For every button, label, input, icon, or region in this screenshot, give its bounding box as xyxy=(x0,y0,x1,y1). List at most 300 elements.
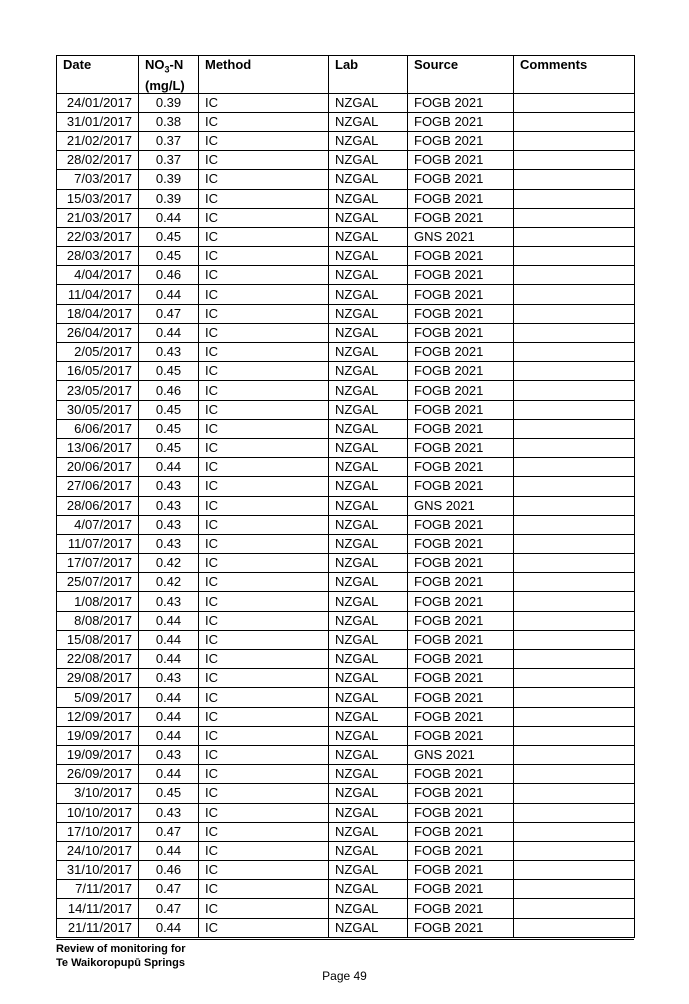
cell-date: 29/08/2017 xyxy=(57,669,139,688)
footer-divider xyxy=(56,939,634,940)
cell-method: IC xyxy=(199,208,329,227)
cell-source: FOGB 2021 xyxy=(408,822,514,841)
cell-date: 22/03/2017 xyxy=(57,227,139,246)
table-row xyxy=(57,707,635,726)
cell-date: 28/03/2017 xyxy=(57,247,139,266)
cell-no3-n: 0.43 xyxy=(139,803,199,822)
cell-method: IC xyxy=(199,419,329,438)
cell-comments xyxy=(514,208,635,227)
cell-date: 18/04/2017 xyxy=(57,304,139,323)
table-row xyxy=(57,285,635,304)
header-method: Method xyxy=(199,56,329,94)
cell-lab: NZGAL xyxy=(329,266,408,285)
footer-document-title xyxy=(56,942,186,970)
cell-date: 15/08/2017 xyxy=(57,630,139,649)
cell-no3-n: 0.45 xyxy=(139,227,199,246)
cell-date: 28/02/2017 xyxy=(57,151,139,170)
cell-no3-n: 0.44 xyxy=(139,285,199,304)
cell-comments xyxy=(514,189,635,208)
cell-no3-n: 0.43 xyxy=(139,592,199,611)
cell-no3-n: 0.39 xyxy=(139,189,199,208)
cell-source: FOGB 2021 xyxy=(408,400,514,419)
cell-no3-n: 0.44 xyxy=(139,765,199,784)
cell-date: 24/01/2017 xyxy=(57,93,139,112)
cell-date: 22/08/2017 xyxy=(57,650,139,669)
cell-date: 28/06/2017 xyxy=(57,496,139,515)
cell-comments xyxy=(514,841,635,860)
cell-lab: NZGAL xyxy=(329,880,408,899)
cell-no3-n: 0.43 xyxy=(139,477,199,496)
cell-lab: NZGAL xyxy=(329,400,408,419)
cell-date: 25/07/2017 xyxy=(57,573,139,592)
cell-date: 11/07/2017 xyxy=(57,534,139,553)
cell-no3-n: 0.45 xyxy=(139,784,199,803)
table-row xyxy=(57,323,635,342)
cell-method: IC xyxy=(199,573,329,592)
table-row xyxy=(57,112,635,131)
cell-lab: NZGAL xyxy=(329,343,408,362)
cell-method: IC xyxy=(199,726,329,745)
cell-comments xyxy=(514,534,635,553)
cell-comments xyxy=(514,438,635,457)
table-row xyxy=(57,227,635,246)
table-row xyxy=(57,880,635,899)
cell-source: FOGB 2021 xyxy=(408,362,514,381)
cell-comments xyxy=(514,707,635,726)
cell-date: 19/09/2017 xyxy=(57,745,139,764)
cell-comments xyxy=(514,343,635,362)
cell-lab: NZGAL xyxy=(329,323,408,342)
cell-source: FOGB 2021 xyxy=(408,266,514,285)
cell-comments xyxy=(514,93,635,112)
cell-lab: NZGAL xyxy=(329,611,408,630)
cell-method: IC xyxy=(199,304,329,323)
table-row xyxy=(57,343,635,362)
cell-comments xyxy=(514,362,635,381)
cell-method: IC xyxy=(199,266,329,285)
cell-source: FOGB 2021 xyxy=(408,208,514,227)
table-row xyxy=(57,304,635,323)
cell-comments xyxy=(514,227,635,246)
cell-lab: NZGAL xyxy=(329,131,408,150)
header-comments: Comments xyxy=(514,56,635,94)
cell-date: 24/10/2017 xyxy=(57,841,139,860)
cell-method: IC xyxy=(199,592,329,611)
cell-lab: NZGAL xyxy=(329,285,408,304)
cell-comments xyxy=(514,573,635,592)
table-row xyxy=(57,266,635,285)
cell-no3-n: 0.38 xyxy=(139,112,199,131)
cell-comments xyxy=(514,918,635,937)
cell-comments xyxy=(514,554,635,573)
cell-lab: NZGAL xyxy=(329,362,408,381)
cell-date: 7/11/2017 xyxy=(57,880,139,899)
cell-date: 23/05/2017 xyxy=(57,381,139,400)
cell-method: IC xyxy=(199,112,329,131)
cell-date: 27/06/2017 xyxy=(57,477,139,496)
cell-date: 17/10/2017 xyxy=(57,822,139,841)
table-row xyxy=(57,669,635,688)
cell-source: FOGB 2021 xyxy=(408,554,514,573)
cell-comments xyxy=(514,726,635,745)
cell-method: IC xyxy=(199,515,329,534)
cell-method: IC xyxy=(199,458,329,477)
cell-no3-n: 0.43 xyxy=(139,534,199,553)
table-row xyxy=(57,592,635,611)
table-header-row xyxy=(57,56,635,94)
cell-comments xyxy=(514,266,635,285)
cell-lab: NZGAL xyxy=(329,841,408,860)
cell-no3-n: 0.44 xyxy=(139,688,199,707)
cell-date: 14/11/2017 xyxy=(57,899,139,918)
header-no3-n xyxy=(139,56,199,94)
cell-comments xyxy=(514,112,635,131)
cell-comments xyxy=(514,880,635,899)
cell-date: 5/09/2017 xyxy=(57,688,139,707)
cell-method: IC xyxy=(199,918,329,937)
cell-lab: NZGAL xyxy=(329,803,408,822)
cell-lab: NZGAL xyxy=(329,784,408,803)
cell-method: IC xyxy=(199,400,329,419)
header-no3-main: NO xyxy=(145,57,165,72)
cell-no3-n: 0.45 xyxy=(139,362,199,381)
cell-lab: NZGAL xyxy=(329,726,408,745)
table-row xyxy=(57,419,635,438)
cell-date: 10/10/2017 xyxy=(57,803,139,822)
cell-source: GNS 2021 xyxy=(408,745,514,764)
cell-source: FOGB 2021 xyxy=(408,343,514,362)
cell-comments xyxy=(514,611,635,630)
cell-source: FOGB 2021 xyxy=(408,515,514,534)
table-row xyxy=(57,554,635,573)
cell-source: FOGB 2021 xyxy=(408,707,514,726)
cell-date: 20/06/2017 xyxy=(57,458,139,477)
cell-date: 17/07/2017 xyxy=(57,554,139,573)
cell-source: FOGB 2021 xyxy=(408,650,514,669)
cell-comments xyxy=(514,151,635,170)
table-row xyxy=(57,841,635,860)
table-row xyxy=(57,573,635,592)
cell-method: IC xyxy=(199,650,329,669)
cell-source: GNS 2021 xyxy=(408,227,514,246)
cell-source: FOGB 2021 xyxy=(408,592,514,611)
header-no3-subscript: 3 xyxy=(164,64,170,75)
cell-source: FOGB 2021 xyxy=(408,573,514,592)
cell-comments xyxy=(514,592,635,611)
cell-lab: NZGAL xyxy=(329,151,408,170)
cell-lab: NZGAL xyxy=(329,534,408,553)
cell-method: IC xyxy=(199,745,329,764)
cell-source: FOGB 2021 xyxy=(408,726,514,745)
cell-no3-n: 0.44 xyxy=(139,726,199,745)
table-row xyxy=(57,784,635,803)
cell-lab: NZGAL xyxy=(329,688,408,707)
cell-method: IC xyxy=(199,93,329,112)
table-row xyxy=(57,611,635,630)
cell-date: 8/08/2017 xyxy=(57,611,139,630)
cell-date: 19/09/2017 xyxy=(57,726,139,745)
cell-no3-n: 0.45 xyxy=(139,400,199,419)
cell-lab: NZGAL xyxy=(329,573,408,592)
cell-date: 3/10/2017 xyxy=(57,784,139,803)
cell-method: IC xyxy=(199,669,329,688)
cell-comments xyxy=(514,247,635,266)
cell-no3-n: 0.44 xyxy=(139,611,199,630)
cell-source: GNS 2021 xyxy=(408,496,514,515)
cell-lab: NZGAL xyxy=(329,707,408,726)
cell-method: IC xyxy=(199,803,329,822)
table-row xyxy=(57,515,635,534)
cell-comments xyxy=(514,323,635,342)
cell-source: FOGB 2021 xyxy=(408,669,514,688)
cell-method: IC xyxy=(199,496,329,515)
monitoring-data-table xyxy=(56,55,635,938)
cell-lab: NZGAL xyxy=(329,861,408,880)
cell-method: IC xyxy=(199,285,329,304)
cell-date: 4/07/2017 xyxy=(57,515,139,534)
cell-source: FOGB 2021 xyxy=(408,784,514,803)
cell-comments xyxy=(514,650,635,669)
table-row xyxy=(57,458,635,477)
cell-comments xyxy=(514,861,635,880)
cell-comments xyxy=(514,899,635,918)
cell-comments xyxy=(514,803,635,822)
cell-method: IC xyxy=(199,784,329,803)
cell-source: FOGB 2021 xyxy=(408,861,514,880)
cell-lab: NZGAL xyxy=(329,477,408,496)
cell-source: FOGB 2021 xyxy=(408,477,514,496)
cell-date: 21/03/2017 xyxy=(57,208,139,227)
cell-no3-n: 0.45 xyxy=(139,247,199,266)
table-row xyxy=(57,151,635,170)
table-row xyxy=(57,726,635,745)
cell-method: IC xyxy=(199,880,329,899)
cell-no3-n: 0.45 xyxy=(139,438,199,457)
header-date: Date xyxy=(57,56,139,94)
cell-source: FOGB 2021 xyxy=(408,803,514,822)
cell-method: IC xyxy=(199,189,329,208)
cell-no3-n: 0.44 xyxy=(139,650,199,669)
cell-no3-n: 0.37 xyxy=(139,151,199,170)
cell-comments xyxy=(514,400,635,419)
table-row xyxy=(57,93,635,112)
table-row xyxy=(57,189,635,208)
header-no3-suffix: -N xyxy=(169,57,184,72)
cell-lab: NZGAL xyxy=(329,438,408,457)
cell-source: FOGB 2021 xyxy=(408,765,514,784)
cell-comments xyxy=(514,170,635,189)
cell-lab: NZGAL xyxy=(329,208,408,227)
cell-source: FOGB 2021 xyxy=(408,899,514,918)
cell-date: 21/02/2017 xyxy=(57,131,139,150)
cell-comments xyxy=(514,131,635,150)
cell-comments xyxy=(514,745,635,764)
table-row xyxy=(57,381,635,400)
cell-source: FOGB 2021 xyxy=(408,285,514,304)
table-row xyxy=(57,400,635,419)
cell-lab: NZGAL xyxy=(329,93,408,112)
cell-no3-n: 0.43 xyxy=(139,745,199,764)
cell-source: FOGB 2021 xyxy=(408,93,514,112)
cell-date: 4/04/2017 xyxy=(57,266,139,285)
cell-comments xyxy=(514,419,635,438)
cell-method: IC xyxy=(199,688,329,707)
cell-method: IC xyxy=(199,611,329,630)
cell-source: FOGB 2021 xyxy=(408,247,514,266)
cell-no3-n: 0.46 xyxy=(139,266,199,285)
cell-comments xyxy=(514,669,635,688)
cell-date: 7/03/2017 xyxy=(57,170,139,189)
cell-no3-n: 0.45 xyxy=(139,419,199,438)
table-row xyxy=(57,899,635,918)
table-row xyxy=(57,477,635,496)
table-row xyxy=(57,765,635,784)
cell-lab: NZGAL xyxy=(329,496,408,515)
cell-comments xyxy=(514,285,635,304)
cell-lab: NZGAL xyxy=(329,650,408,669)
table-row xyxy=(57,534,635,553)
cell-lab: NZGAL xyxy=(329,304,408,323)
cell-lab: NZGAL xyxy=(329,458,408,477)
cell-lab: NZGAL xyxy=(329,515,408,534)
cell-source: FOGB 2021 xyxy=(408,170,514,189)
cell-lab: NZGAL xyxy=(329,765,408,784)
cell-method: IC xyxy=(199,323,329,342)
cell-date: 21/11/2017 xyxy=(57,918,139,937)
cell-lab: NZGAL xyxy=(329,189,408,208)
cell-no3-n: 0.44 xyxy=(139,630,199,649)
cell-comments xyxy=(514,496,635,515)
cell-no3-n: 0.43 xyxy=(139,669,199,688)
cell-method: IC xyxy=(199,227,329,246)
cell-date: 11/04/2017 xyxy=(57,285,139,304)
table-row xyxy=(57,803,635,822)
cell-source: FOGB 2021 xyxy=(408,323,514,342)
cell-lab: NZGAL xyxy=(329,822,408,841)
cell-source: FOGB 2021 xyxy=(408,112,514,131)
cell-lab: NZGAL xyxy=(329,669,408,688)
cell-no3-n: 0.43 xyxy=(139,496,199,515)
cell-no3-n: 0.44 xyxy=(139,208,199,227)
cell-no3-n: 0.46 xyxy=(139,381,199,400)
cell-source: FOGB 2021 xyxy=(408,381,514,400)
cell-method: IC xyxy=(199,765,329,784)
table-row xyxy=(57,170,635,189)
cell-date: 26/04/2017 xyxy=(57,323,139,342)
cell-no3-n: 0.44 xyxy=(139,707,199,726)
table-row xyxy=(57,362,635,381)
table-row xyxy=(57,496,635,515)
cell-lab: NZGAL xyxy=(329,381,408,400)
cell-date: 13/06/2017 xyxy=(57,438,139,457)
table-row xyxy=(57,918,635,937)
cell-comments xyxy=(514,515,635,534)
cell-source: FOGB 2021 xyxy=(408,880,514,899)
cell-comments xyxy=(514,765,635,784)
cell-lab: NZGAL xyxy=(329,112,408,131)
cell-no3-n: 0.42 xyxy=(139,554,199,573)
cell-no3-n: 0.39 xyxy=(139,170,199,189)
cell-no3-n: 0.44 xyxy=(139,323,199,342)
cell-lab: NZGAL xyxy=(329,554,408,573)
header-lab: Lab xyxy=(329,56,408,94)
cell-lab: NZGAL xyxy=(329,419,408,438)
cell-method: IC xyxy=(199,343,329,362)
cell-lab: NZGAL xyxy=(329,918,408,937)
cell-method: IC xyxy=(199,381,329,400)
cell-lab: NZGAL xyxy=(329,592,408,611)
header-source: Source xyxy=(408,56,514,94)
table-row xyxy=(57,861,635,880)
table-row xyxy=(57,745,635,764)
cell-no3-n: 0.44 xyxy=(139,918,199,937)
cell-lab: NZGAL xyxy=(329,170,408,189)
cell-source: FOGB 2021 xyxy=(408,304,514,323)
cell-method: IC xyxy=(199,707,329,726)
cell-date: 30/05/2017 xyxy=(57,400,139,419)
cell-method: IC xyxy=(199,362,329,381)
cell-comments xyxy=(514,477,635,496)
cell-method: IC xyxy=(199,131,329,150)
cell-method: IC xyxy=(199,438,329,457)
cell-method: IC xyxy=(199,170,329,189)
cell-date: 6/06/2017 xyxy=(57,419,139,438)
cell-method: IC xyxy=(199,822,329,841)
cell-comments xyxy=(514,381,635,400)
cell-lab: NZGAL xyxy=(329,899,408,918)
cell-comments xyxy=(514,630,635,649)
cell-lab: NZGAL xyxy=(329,745,408,764)
header-no3-unit: (mg/L) xyxy=(145,77,185,93)
table-row xyxy=(57,208,635,227)
cell-comments xyxy=(514,822,635,841)
cell-no3-n: 0.39 xyxy=(139,93,199,112)
cell-method: IC xyxy=(199,554,329,573)
table-row xyxy=(57,247,635,266)
cell-source: FOGB 2021 xyxy=(408,630,514,649)
cell-no3-n: 0.44 xyxy=(139,458,199,477)
cell-method: IC xyxy=(199,247,329,266)
cell-date: 12/09/2017 xyxy=(57,707,139,726)
cell-source: FOGB 2021 xyxy=(408,841,514,860)
cell-no3-n: 0.43 xyxy=(139,343,199,362)
cell-no3-n: 0.47 xyxy=(139,880,199,899)
cell-date: 26/09/2017 xyxy=(57,765,139,784)
table-body xyxy=(57,93,635,937)
cell-date: 16/05/2017 xyxy=(57,362,139,381)
table-row xyxy=(57,438,635,457)
cell-method: IC xyxy=(199,477,329,496)
cell-method: IC xyxy=(199,534,329,553)
table-row xyxy=(57,650,635,669)
cell-source: FOGB 2021 xyxy=(408,918,514,937)
table-row xyxy=(57,688,635,707)
cell-method: IC xyxy=(199,151,329,170)
cell-method: IC xyxy=(199,861,329,880)
cell-no3-n: 0.43 xyxy=(139,515,199,534)
cell-no3-n: 0.46 xyxy=(139,861,199,880)
cell-source: FOGB 2021 xyxy=(408,534,514,553)
cell-date: 15/03/2017 xyxy=(57,189,139,208)
cell-comments xyxy=(514,304,635,323)
cell-date: 31/10/2017 xyxy=(57,861,139,880)
cell-lab: NZGAL xyxy=(329,227,408,246)
footer-title-line-2: Te Waikoropupū Springs xyxy=(56,957,185,969)
cell-source: FOGB 2021 xyxy=(408,419,514,438)
cell-method: IC xyxy=(199,841,329,860)
table-row xyxy=(57,131,635,150)
cell-lab: NZGAL xyxy=(329,247,408,266)
